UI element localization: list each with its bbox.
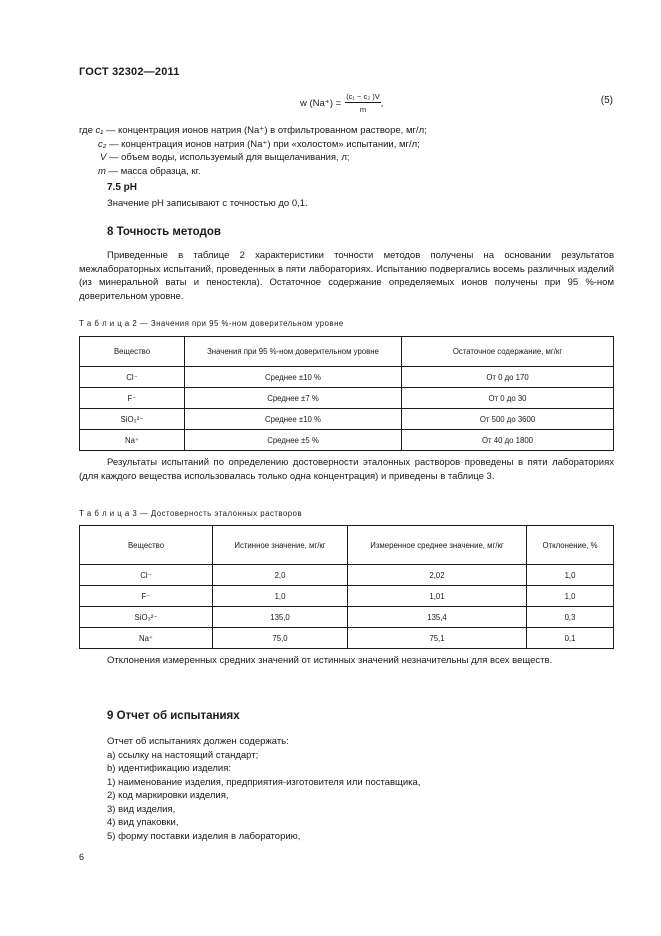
definition-symbol: c₁	[95, 125, 104, 136]
list-item: a) ссылку на настоящий стандарт;	[107, 749, 259, 761]
definition-row	[79, 124, 427, 138]
section-7-5-text: Значение pH записывают с точностью до 0,1.	[107, 198, 308, 209]
table-header-row	[80, 526, 614, 565]
table-header-cell: Измеренное среднее значение, мг/кг	[348, 526, 527, 565]
definition-text: — концентрация ионов натрия (Na⁺) в отфильтрованном растворе, мг/л;	[103, 125, 427, 136]
table-header-cell: Остаточное содержание, мг/кг	[402, 337, 614, 367]
list-item: Отчет об испытаниях должен содержать:	[107, 736, 289, 747]
table-3-caption: Т а б л и ц а 3 — Достоверность эталонных растворов	[79, 509, 303, 518]
table-header-cell: Вещество	[80, 526, 213, 565]
definition-text: — масса образца, кг.	[105, 165, 201, 177]
section-8-title: 8 Точность методов	[107, 226, 221, 238]
table-row	[80, 628, 614, 649]
table-header-cell: Значения при 95 %-ном доверительном уровне	[185, 337, 402, 367]
definition-row	[79, 165, 427, 179]
table-3	[79, 525, 614, 649]
table-cell: Cl⁻	[80, 565, 213, 586]
table-header-row	[80, 337, 614, 367]
table-cell: 75,0	[213, 628, 348, 649]
table-cell: Na⁺	[80, 628, 213, 649]
list-item: 3) вид изделия,	[107, 803, 176, 815]
formula-number: (5)	[600, 95, 613, 106]
table-cell: Среднее ±10 %	[185, 409, 402, 430]
formula-numerator: (c₁ − c₂ )V	[346, 92, 380, 101]
definition-text: — концентрация ионов натрия (Na⁺) при «холостом» испытании, мг/л;	[106, 138, 420, 150]
table-cell: 135,4	[348, 607, 527, 628]
definition-symbol: V	[100, 152, 107, 163]
section-9-title: 9 Отчет об испытаниях	[107, 710, 240, 722]
table-cell: 1,0	[527, 586, 614, 607]
standard-header: ГОСТ 32302—2011	[79, 66, 180, 78]
table-cell: 2,0	[213, 565, 348, 586]
definition-row	[79, 138, 427, 152]
report-contents-list	[107, 735, 420, 843]
definition-row	[79, 151, 427, 165]
table-cell: 135,0	[213, 607, 348, 628]
table-row	[80, 430, 614, 451]
formula-trail: ,	[380, 97, 384, 109]
table-row	[80, 586, 614, 607]
table-cell: Среднее ±7 %	[185, 388, 402, 409]
table-cell: F⁻	[80, 586, 213, 607]
table-2-caption: Т а б л и ц а 2 — Значения при 95 %-ном доверительном уровне	[79, 319, 344, 328]
table-cell: 1,0	[213, 586, 348, 607]
table-row	[80, 607, 614, 628]
table-row	[80, 409, 614, 430]
definition-symbol: m	[98, 165, 106, 177]
definition-symbol: c₂	[98, 138, 107, 150]
paragraph-deviations: Отклонения измеренных средних значений от истинных значений незначительны для всех веществ.	[107, 655, 553, 666]
table-cell: SiO₃²⁻	[80, 409, 185, 430]
formula-denominator: m	[359, 105, 367, 114]
list-item: 1) наименование изделия, предприятия-изготовителя или поставщика,	[107, 776, 421, 788]
table-cell: Среднее ±5 %	[185, 430, 402, 451]
table-row	[80, 388, 614, 409]
list-item: b) идентификацию изделия:	[107, 763, 232, 774]
table-row	[80, 367, 614, 388]
formula-lhs: w (Na⁺) =	[300, 97, 342, 109]
table-cell: 0,3	[527, 607, 614, 628]
table-cell: 0,1	[527, 628, 614, 649]
definition-prefix: где	[79, 125, 96, 136]
section-8-paragraph: Приведенные в таблице 2 характеристики точности методов получены на основании результатов межлабораторных испытаний, проведенных в пяти лабораториях. Испытанию подвергались восемь различных изделий (из минеральной ваты и пеностекла). Остаточное содержание определяемых ионов получены при 95 %-ном доверительном уровне.	[79, 250, 614, 302]
table-cell: 2,02	[348, 565, 527, 586]
table-header-cell: Истинное значение, мг/кг	[213, 526, 348, 565]
table-cell: F⁻	[80, 388, 185, 409]
table-cell: 1,0	[527, 565, 614, 586]
table-cell: SiO₃²⁻	[80, 607, 213, 628]
table-header-cell: Отклонение, %	[527, 526, 614, 565]
formula-5	[300, 92, 383, 114]
list-item: 2) код маркировки изделия,	[107, 790, 229, 801]
table-2	[79, 336, 614, 451]
definition-text: — объем воды, используемый для выщелачивания, л;	[106, 152, 350, 163]
formula-definitions	[79, 124, 427, 178]
list-item: 4) вид упаковки,	[107, 817, 179, 828]
list-item: 5) форму поставки изделия в лабораторию,	[107, 830, 301, 842]
formula-fraction	[345, 92, 381, 114]
page-number: 6	[79, 852, 85, 862]
table-cell: Cl⁻	[80, 367, 185, 388]
table-cell: Среднее ±10 %	[185, 367, 402, 388]
table-cell: 1,01	[348, 586, 527, 607]
table-cell: От 500 до 3600	[402, 409, 614, 430]
table-cell: От 0 до 30	[402, 388, 614, 409]
table-cell: 75,1	[348, 628, 527, 649]
table-cell: Na⁺	[80, 430, 185, 451]
section-7-5-title: 7.5 pH	[107, 182, 138, 193]
table-cell: От 0 до 170	[402, 367, 614, 388]
paragraph-reference-solutions: Результаты испытаний по определению достоверности эталонных растворов проведены в пяти лабораториях (для каждого вещества использовалась только одна концентрация) и приведены в таблице 3.	[79, 457, 614, 482]
table-row	[80, 565, 614, 586]
table-cell: От 40 до 1800	[402, 430, 614, 451]
table-header-cell: Вещество	[80, 337, 185, 367]
